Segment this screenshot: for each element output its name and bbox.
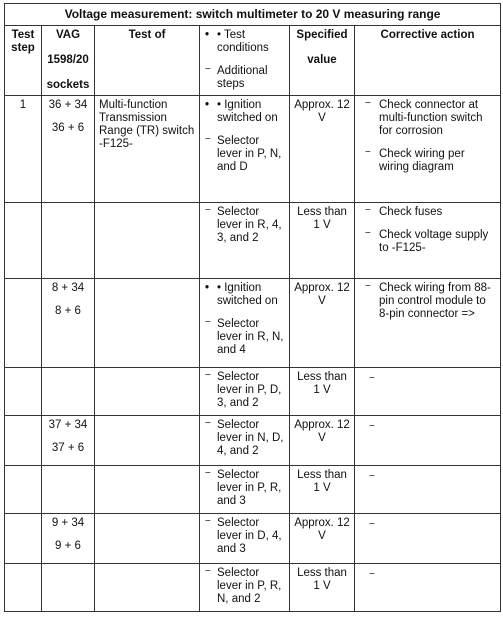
cell-conditions <box>200 203 290 279</box>
cell-specified-value: Approx. 12 V <box>290 96 355 203</box>
header-conditions <box>200 26 290 96</box>
cell-test-of <box>95 514 200 564</box>
cell-conditions <box>200 279 290 368</box>
table-row <box>5 279 501 368</box>
condition-item: − Selector lever in P, R, and 3 <box>204 469 285 508</box>
socket-pair: 36 + 6 <box>51 122 85 134</box>
socket-pair: 8 + 34 <box>51 282 85 294</box>
cell-conditions <box>200 514 290 564</box>
header-vag-line: 1598/20 <box>47 54 89 66</box>
header-corrective-action: Corrective action <box>355 26 501 96</box>
condition-item: − Selector lever in R, 4, 3, and 2 <box>204 206 285 245</box>
condition-item: − Selector lever in R, N, and 4 <box>204 318 285 357</box>
cell-corrective-action <box>355 203 501 279</box>
cell-vag-sockets <box>42 416 95 466</box>
cell-test-of <box>95 416 200 466</box>
voltage-measurement-table <box>4 3 501 612</box>
socket-pair: 9 + 34 <box>51 517 85 529</box>
cell-test-step: 1 <box>5 96 42 203</box>
corrective-action-item: − Check wiring per wiring diagram <box>359 148 496 174</box>
socket-pair: 37 + 34 <box>48 419 88 431</box>
cell-vag-sockets <box>42 514 95 564</box>
condition-item: − Selector lever in N, D, 4, and 2 <box>204 419 285 458</box>
cell-corrective-action <box>355 416 501 466</box>
cell-test-step <box>5 564 42 612</box>
cell-corrective-action <box>355 466 501 514</box>
cell-corrective-action <box>355 368 501 416</box>
cell-specified-value: Approx. 12 V <box>290 416 355 466</box>
header-specified-line: Specified <box>296 29 348 41</box>
cell-vag-sockets <box>42 466 95 514</box>
cell-corrective-action <box>355 96 501 203</box>
table-row <box>5 368 501 416</box>
condition-item: • • Ignition switched on <box>204 282 285 308</box>
cell-vag-sockets <box>42 279 95 368</box>
table-row <box>5 96 501 203</box>
condition-item: − Selector lever in P, D, 3, and 2 <box>204 371 285 410</box>
table-row <box>5 203 501 279</box>
cell-test-of <box>95 564 200 612</box>
cell-specified-value: Approx. 12 V <box>290 514 355 564</box>
header-row <box>5 26 501 96</box>
empty-action-dash <box>359 419 496 432</box>
cell-test-of <box>95 279 200 368</box>
corrective-action-item: − Check connector at multi-function switch for corrosion <box>359 99 496 138</box>
socket-pair: 9 + 6 <box>55 540 81 552</box>
cell-specified-value: Less than 1 V <box>290 466 355 514</box>
cell-vag-sockets <box>42 368 95 416</box>
header-vag-line: VAG <box>55 29 81 41</box>
empty-action-dash <box>359 469 496 482</box>
condition-item: − Selector lever in P, N, and D <box>204 135 285 174</box>
header-vag <box>42 26 95 96</box>
corrective-action-item: − Check wiring from 88-pin control module to 8-pin connector => <box>359 282 496 321</box>
cell-test-step <box>5 514 42 564</box>
cell-corrective-action <box>355 514 501 564</box>
empty-action-dash <box>359 567 496 580</box>
cell-vag-sockets <box>42 96 95 203</box>
cell-conditions <box>200 368 290 416</box>
condition-item: • • Ignition switched on <box>204 99 285 125</box>
cell-vag-sockets <box>42 564 95 612</box>
cell-test-step <box>5 466 42 514</box>
cell-test-of: Multi-function Transmission Range (TR) switch -F125- <box>95 96 200 203</box>
header-test-step: Test step <box>5 26 42 96</box>
socket-pair: 37 + 6 <box>51 442 85 454</box>
corrective-action-item: − Check voltage supply to -F125- <box>359 229 496 255</box>
cell-test-of <box>95 368 200 416</box>
socket-pair: 36 + 34 <box>48 99 88 111</box>
empty-action-dash <box>359 517 496 530</box>
cell-test-step <box>5 203 42 279</box>
cell-specified-value: Less than 1 V <box>290 564 355 612</box>
header-specified-value <box>290 26 355 96</box>
cell-test-step <box>5 368 42 416</box>
cell-corrective-action <box>355 564 501 612</box>
header-condition-item: • • Test conditions <box>204 29 285 55</box>
cell-conditions <box>200 416 290 466</box>
header-specified-line: value <box>307 54 337 66</box>
table-row <box>5 514 501 564</box>
document <box>4 3 500 612</box>
empty-action-dash <box>359 371 496 384</box>
cell-specified-value: Less than 1 V <box>290 368 355 416</box>
cell-conditions <box>200 466 290 514</box>
condition-item: − Selector lever in P, R, N, and 2 <box>204 567 285 606</box>
header-test-of: Test of <box>95 26 200 96</box>
cell-test-step <box>5 416 42 466</box>
table-row <box>5 466 501 514</box>
condition-item: − Selector lever in D, 4, and 3 <box>204 517 285 556</box>
cell-specified-value: Approx. 12 V <box>290 279 355 368</box>
cell-test-of <box>95 466 200 514</box>
cell-vag-sockets <box>42 203 95 279</box>
table-title: Voltage measurement: switch multimeter to 20 V measuring range <box>5 4 501 26</box>
header-condition-item: − Additional steps <box>204 65 285 91</box>
socket-pair: 8 + 6 <box>55 305 81 317</box>
table-row <box>5 564 501 612</box>
cell-corrective-action <box>355 279 501 368</box>
cell-conditions <box>200 564 290 612</box>
cell-specified-value: Less than 1 V <box>290 203 355 279</box>
table-row <box>5 416 501 466</box>
cell-test-step <box>5 279 42 368</box>
cell-test-of <box>95 203 200 279</box>
corrective-action-item: − Check fuses <box>359 206 496 219</box>
header-vag-line: sockets <box>46 79 90 91</box>
cell-conditions <box>200 96 290 203</box>
